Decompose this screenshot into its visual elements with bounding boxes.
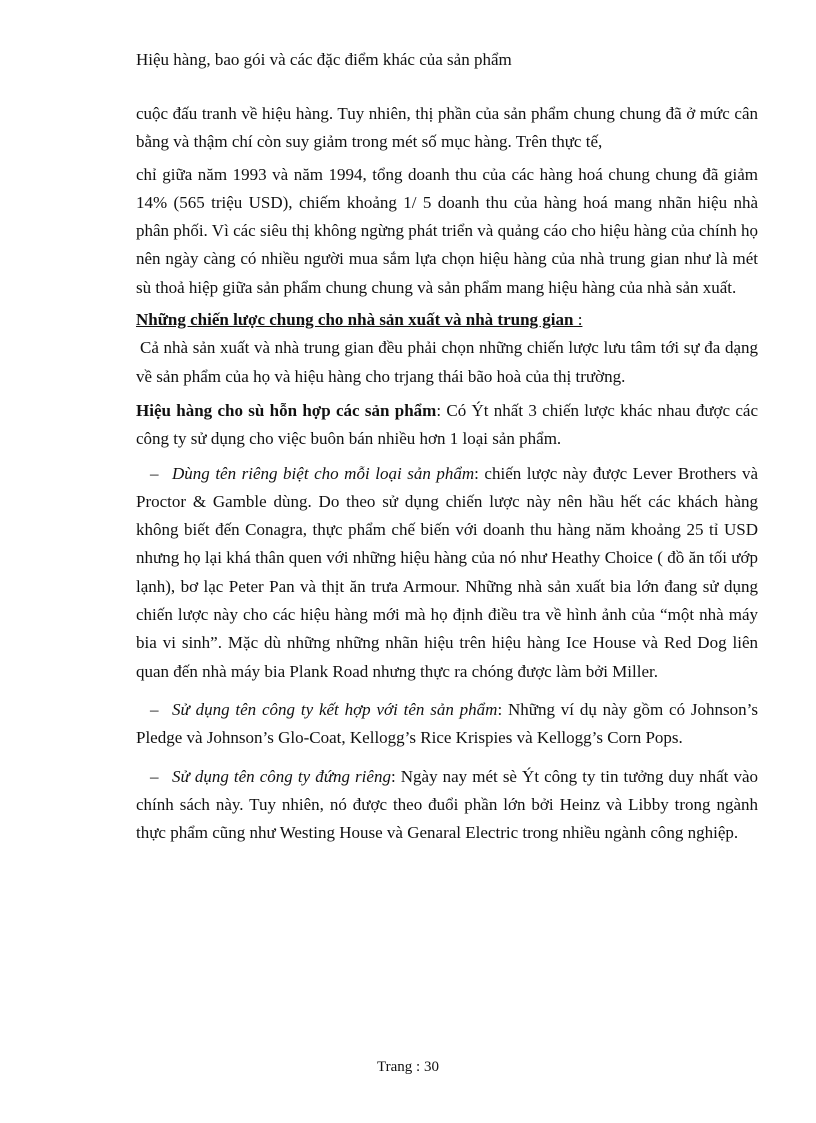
bullet-text: : Ngày nay mét sè Ýt công ty tin tưởng duy nhất vào chính sách này. Tuy nhiên, nó được theo đuổi phần lớn bởi Heinz và Libby trong ngành thực phẩm cũng như Westing House và Genaral Electric trong nhiều ngành công nghiệp. <box>136 766 759 843</box>
bullet-term: Sử dụng tên công ty đứng riêng <box>172 766 391 786</box>
bullet-item <box>136 696 758 753</box>
intro-paragraph-1: cuộc đấu tranh về hiệu hàng. Tuy nhiên, thị phần của sản phẩm chung chung đã ở mức cân bằng và thậm chí còn suy giảm trong mét số mục hàng. Trên thực tế, <box>136 104 758 152</box>
product-mix-lead: Hiệu hàng cho sù hỗn hợp các sản phẩm <box>136 400 437 420</box>
bullet-term: Dùng tên riêng biệt cho mỗi loại sản phẩm <box>172 463 475 483</box>
bullet-text: : Những ví dụ này gồm có Johnson’s Pledge và Johnson’s Glo-Coat, Kellogg’s Rice Krispies và Kellogg’s Corn Pops. <box>136 699 758 748</box>
bullet-text: : chiến lược này được Lever Brothers và Proctor & Gamble dùng. Do theo sử dụng chiến lược này nên hầu hết các khách hàng không biết đến Conagra, thực phẩm chế biến với doanh thu hàng năm khoảng 25 tỉ USD nhưng họ lại khá thân quen với những hiệu hàng của nó như Heathy Choice ( đồ ăn tối ướp lạnh), bơ lạc Peter Pan và thịt ăn trưa Armour. Những nhà sản xuất bia lớn đang sử dụng chiến lược này cho các hiệu hàng mới mà họ định điều tra về hình ảnh của “một nhà máy bia vi sinh”. Mặc dù những những nhãn hiệu trên hiệu hàng Ice House và Red Dog liên quan đến nhà máy bia Plank Road nhưng thực ra chóng được làm bởi Miller. <box>136 463 758 681</box>
section-heading-text: Những chiến lược chung cho nhà sản xuất và nhà trung gian <box>136 310 574 330</box>
bullet-item <box>136 763 758 848</box>
product-mix-text: : Có Ýt nhất 3 chiến lược khác nhau được các công ty sử dụng cho việc buôn bán nhiều hơn 1 loại sản phẩm. <box>136 400 759 449</box>
product-mix-paragraph <box>136 397 758 454</box>
intro-paragraph-2: chỉ giữa năm 1993 và năm 1994, tổng doanh thu của các hàng hoá chung chung đã giảm 14% (565 triệu USD), chiếm khoảng 1/ 5 doanh thu của hàng hoá mang nhãn hiệu nhà phân phối. Vì các siêu thị không ngừng phát triển và quảng cáo cho hiệu hàng của chính họ nên ngày càng có nhiều người mua sắm lựa chọn hiệu hàng của nhà trung gian như là mét sù thoả hiệp giữa sản phẩm chung chung và sản phẩm mang hiệu hàng của nhà sản xuất. <box>136 164 758 297</box>
dash-marker: – <box>150 766 159 786</box>
section-heading <box>136 306 758 334</box>
bullet-item <box>136 460 758 686</box>
page-content <box>136 100 758 857</box>
dash-marker: – <box>150 699 159 719</box>
section-paragraph: Cả nhà sản xuất và nhà trung gian đều phải chọn những chiến lược lưu tâm tới sự đa dạng về sản phẩm của họ và hiệu hàng cho trjang thái bão hoà của thị trường. <box>136 338 758 386</box>
section-heading-colon: : <box>573 310 583 330</box>
running-header: Hiệu hàng, bao gói và các đặc điểm khác của sản phẩm <box>136 50 512 69</box>
bullet-term: Sử dụng tên công ty kết hợp với tên sản phẩm <box>172 699 498 719</box>
page-number: Trang : 30 <box>377 1059 439 1075</box>
dash-marker: – <box>150 463 159 483</box>
